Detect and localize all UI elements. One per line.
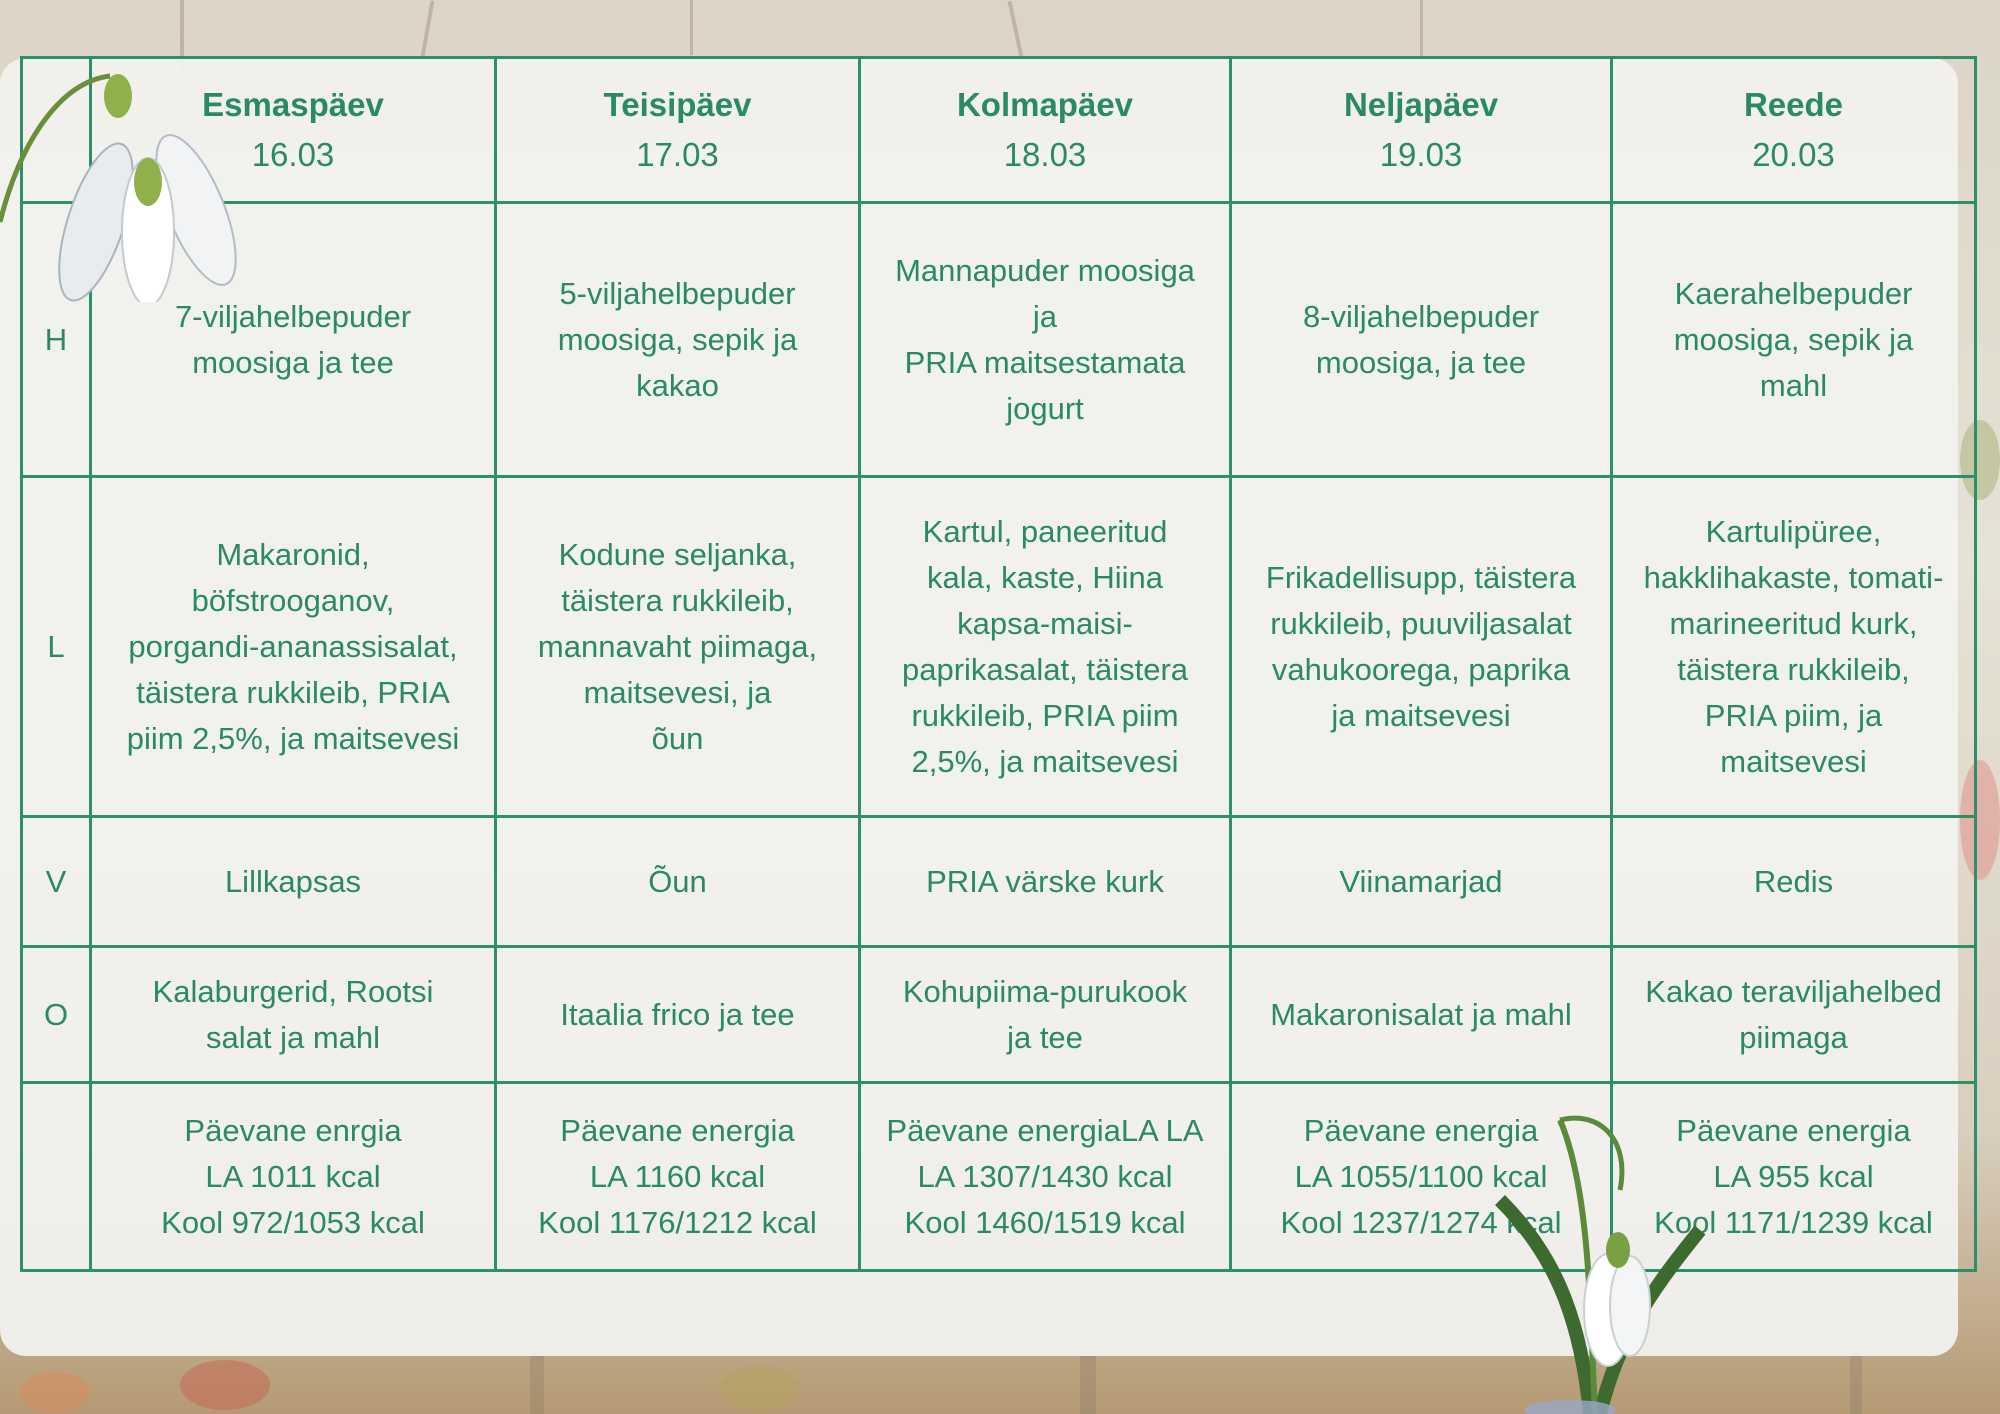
cell-line: Redis <box>1753 863 1834 899</box>
energy-cell-monday <box>91 1083 496 1271</box>
cell-line: LA 1160 kcal <box>589 1158 766 1194</box>
energy-cell-tuesday <box>496 1083 860 1271</box>
cell-line: LA 955 kcal <box>1713 1158 1874 1194</box>
cell-line: moosiga, sepik ja <box>1673 321 1914 357</box>
cell-line: salat ja mahl <box>205 1019 381 1055</box>
cell-line: maitsevesi <box>1720 743 1867 779</box>
day-date: 20.03 <box>1752 136 1835 173</box>
cell-line: Frikadellisupp, täistera <box>1265 559 1577 595</box>
weekly-menu-table <box>20 56 1977 1272</box>
meal-label-breakfast: H <box>22 203 91 477</box>
cell-line: Kakao teraviljahelbed <box>1645 973 1942 1009</box>
menu-cell-wednesday <box>860 203 1231 477</box>
cell-line: 7-viljahelbepuder <box>174 298 412 334</box>
day-header-friday <box>1612 58 1976 203</box>
cell-line: marineeritud kurk, <box>1669 605 1918 641</box>
cell-line: Mannapuder moosiga <box>895 252 1195 288</box>
cell-line: 2,5%, ja maitsevesi <box>911 743 1179 779</box>
cell-line: Viinamarjad <box>1339 863 1503 899</box>
menu-cell-monday <box>91 947 496 1083</box>
cell-line: Päevane energia <box>560 1112 795 1148</box>
cell-line: piimaga <box>1739 1019 1848 1055</box>
day-header-tuesday <box>496 58 860 203</box>
cell-line: ja maitsevesi <box>1331 697 1511 733</box>
cell-line: täistera rukkileib, <box>1677 651 1910 687</box>
day-date: 16.03 <box>251 136 335 173</box>
menu-cell-monday <box>91 817 496 947</box>
day-name: Esmaspäev <box>202 86 384 123</box>
menu-cell-thursday <box>1231 477 1612 817</box>
cell-line: Kalaburgerid, Rootsi <box>152 973 434 1009</box>
cell-line: Kartul, paneeritud <box>922 513 1168 549</box>
cell-line: ja tee <box>1007 1019 1083 1055</box>
cell-line: õun <box>651 720 704 756</box>
cell-line: Päevane energia <box>1676 1112 1911 1148</box>
cell-line: Päevane energia <box>1303 1112 1539 1148</box>
cell-line: moosiga ja tee <box>192 344 394 380</box>
cell-line: paprikasalat, täistera <box>901 651 1189 687</box>
cell-line: mannavaht piimaga, <box>537 628 818 664</box>
cell-line: 8-viljahelbepuder <box>1302 298 1540 334</box>
cell-line: täistera rukkileib, PRIA <box>136 674 450 710</box>
cell-line: porgandi-ananassisalat, <box>128 628 458 664</box>
menu-cell-thursday <box>1231 203 1612 477</box>
cell-line: 5-viljahelbepuder <box>559 275 796 311</box>
menu-cell-monday <box>91 477 496 817</box>
meal-row-snack <box>22 817 1976 947</box>
cell-line: Kodune seljanka, <box>558 536 797 572</box>
cell-line: böfstrooganov, <box>191 582 395 618</box>
menu-cell-tuesday <box>496 947 860 1083</box>
meal-row-afternoon <box>22 947 1976 1083</box>
cell-line: moosiga, sepik ja <box>557 321 798 357</box>
cell-line: rukkileib, PRIA piim <box>911 697 1179 733</box>
energy-cell-wednesday <box>860 1083 1231 1271</box>
cell-line: kapsa-maisi- <box>957 605 1133 641</box>
meal-label-lunch: L <box>22 477 91 817</box>
meal-row-lunch <box>22 477 1976 817</box>
menu-cell-thursday <box>1231 947 1612 1083</box>
cell-line: Päevane enrgia <box>184 1112 402 1148</box>
cell-line: Õun <box>648 863 707 899</box>
cell-line: Kaerahelbepuder <box>1674 275 1913 311</box>
menu-cell-tuesday <box>496 477 860 817</box>
menu-cell-wednesday <box>860 477 1231 817</box>
cell-line: kala, kaste, Hiina <box>926 559 1164 595</box>
cell-line: Kool 1171/1239 kcal <box>1654 1204 1933 1240</box>
cell-line: täistera rukkileib, <box>561 582 794 618</box>
cell-line: maitsevesi, ja <box>583 674 772 710</box>
cell-line: Kool 972/1053 kcal <box>161 1204 425 1240</box>
day-name: Kolmapäev <box>956 86 1134 123</box>
header-row <box>22 58 1976 203</box>
cell-line: LA 1055/1100 kcal <box>1294 1158 1548 1194</box>
cell-line: PRIA värske kurk <box>926 863 1164 899</box>
cell-line: PRIA piim, ja <box>1704 697 1883 733</box>
day-header-wednesday <box>860 58 1231 203</box>
cell-line: moosiga, ja tee <box>1315 344 1527 380</box>
cell-line: PRIA maitsestamata <box>904 344 1186 380</box>
cell-line: rukkileib, puuviljasalat <box>1270 605 1572 641</box>
snowdrop-plant-illustration <box>1490 1110 1710 1414</box>
menu-cell-tuesday <box>496 203 860 477</box>
meal-label-energy <box>22 1083 91 1271</box>
cell-line: Päevane energiaLA LA <box>886 1112 1204 1148</box>
day-date: 19.03 <box>1379 136 1463 173</box>
cell-line: kakao <box>636 367 719 403</box>
cell-line: LA 1011 kcal <box>205 1158 381 1194</box>
cell-line: Kool 1176/1212 kcal <box>538 1204 817 1240</box>
day-date: 18.03 <box>1003 136 1087 173</box>
menu-cell-wednesday <box>860 947 1231 1083</box>
cell-line: Makaronisalat ja mahl <box>1270 996 1572 1032</box>
cell-line: hakklihakaste, tomati- <box>1643 559 1944 595</box>
menu-cell-friday <box>1612 477 1976 817</box>
cell-line: Kool 1237/1274 kcal <box>1280 1204 1562 1240</box>
cell-line: Makaronid, <box>216 536 370 572</box>
cell-line: mahl <box>1759 367 1828 403</box>
menu-cell-wednesday <box>860 817 1231 947</box>
cell-line: piim 2,5%, ja maitsevesi <box>126 720 460 756</box>
day-date: 17.03 <box>636 136 719 173</box>
menu-cell-friday <box>1612 817 1976 947</box>
menu-cell-thursday <box>1231 817 1612 947</box>
meal-label-afternoon: O <box>22 947 91 1083</box>
cell-line: Kool 1460/1519 kcal <box>904 1204 1186 1240</box>
cell-line: vahukoorega, paprika <box>1271 651 1571 687</box>
cell-line: LA 1307/1430 kcal <box>917 1158 1173 1194</box>
day-name: Reede <box>1743 86 1844 123</box>
day-header-thursday <box>1231 58 1612 203</box>
cell-line: Itaalia frico ja tee <box>560 996 795 1032</box>
cell-line: ja <box>1032 298 1058 334</box>
day-name: Neljapäev <box>1343 86 1499 123</box>
menu-cell-friday <box>1612 947 1976 1083</box>
menu-cell-tuesday <box>496 817 860 947</box>
day-name: Teisipäev <box>603 86 752 123</box>
cell-line: Kohupiima-purukook <box>902 973 1188 1009</box>
menu-cell-friday <box>1612 203 1976 477</box>
snowdrop-flower-illustration <box>0 62 260 302</box>
meal-label-snack: V <box>22 817 91 947</box>
cell-line: jogurt <box>1006 390 1084 426</box>
meal-row-breakfast <box>22 203 1976 477</box>
cell-line: Kartulipüree, <box>1705 513 1882 549</box>
cell-line: Lillkapsas <box>224 863 362 899</box>
